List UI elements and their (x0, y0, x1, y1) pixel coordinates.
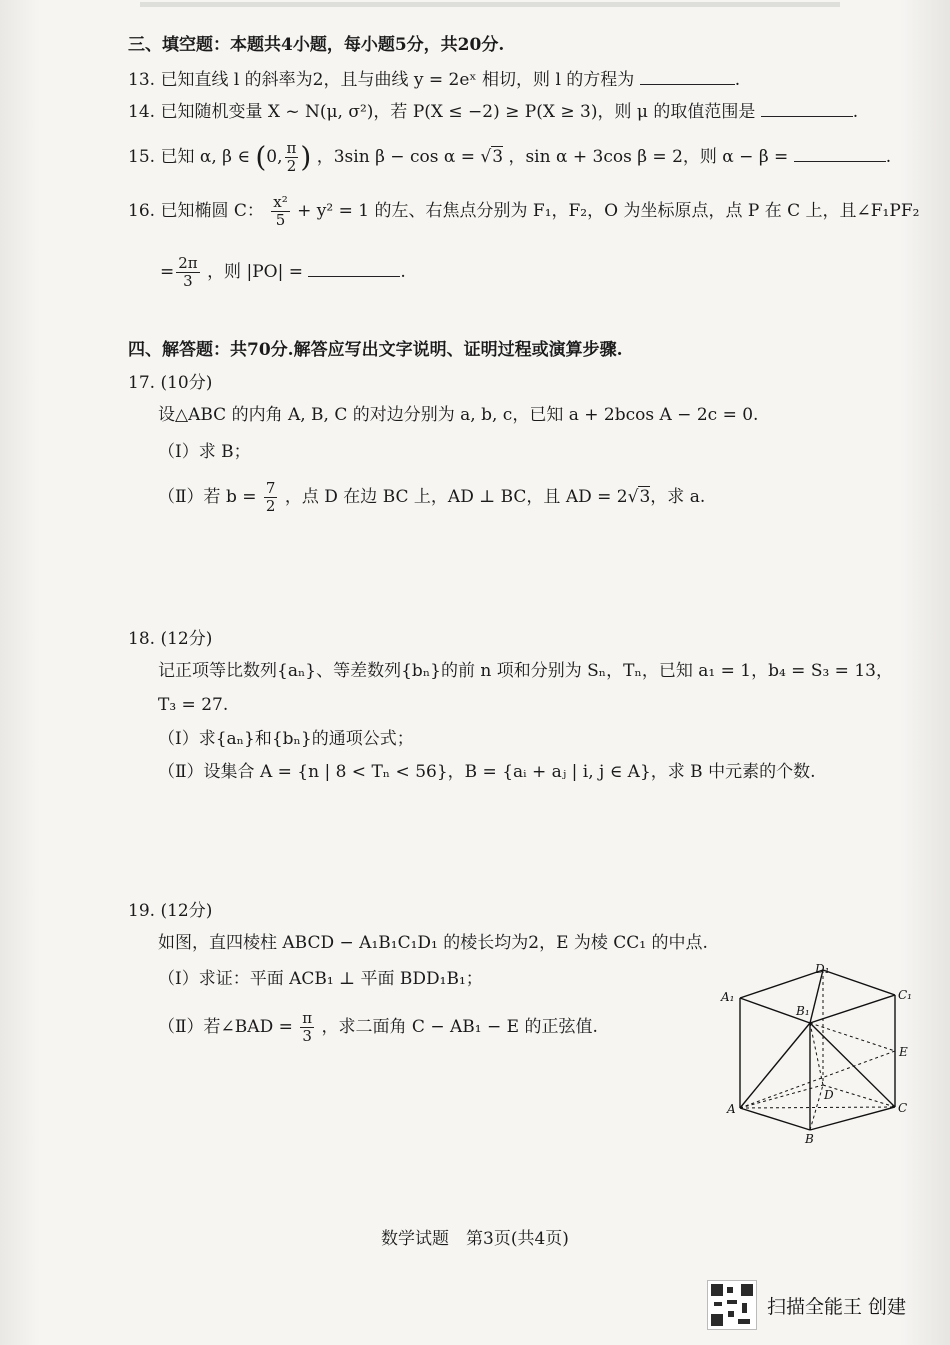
page-footer: 数学试题 第3页(共4页) (381, 1229, 569, 1249)
q15-fraction: $\frac{\pi}{2}$ (286, 139, 297, 175)
q16-answer-blank (308, 258, 400, 277)
question-15: 15. 已知 α, β ∈ (0, $\frac{\pi}{2}$ ) ，3sin β − cos α = √3 ，sin α + 3cos β = 2，则 α − β = . (128, 139, 892, 175)
label-A: A (727, 1102, 736, 1116)
q17-part2-c: ，求 a. (650, 487, 706, 507)
q13-text: 13. 已知直线 l 的斜率为2，且与曲线 y = 2eˣ 相切，则 l 的方程为 (128, 70, 635, 90)
q17-stem: 设△ABC 的内角 A, B, C 的对边分别为 a, b, c，已知 a + 2bcos A − 2c = 0. (158, 405, 759, 425)
label-E: E (899, 1045, 908, 1059)
q19-part2-b: ，求二面角 C − AB₁ − E 的正弦值. (321, 1017, 598, 1037)
watermark-text: 扫描全能王 创建 (767, 1295, 907, 1318)
q17-part1: （Ⅰ）求 B； (158, 442, 251, 462)
q15-answer-blank (794, 143, 886, 162)
q18-number: 18. (12分) (128, 629, 213, 649)
q17-sqrt: 3 (639, 487, 651, 507)
q19-stem: 如图，直四棱柱 ABCD − A₁B₁C₁D₁ 的棱长均为2，E 为棱 CC₁ 的中点. (158, 933, 708, 953)
q16-fraction-2: $\frac{2\pi}{3}$ (178, 254, 198, 290)
segment-D1-B1 (810, 970, 823, 1023)
section4-heading: 四、解答题：共70分.解答应写出文字说明、证明过程或演算步骤. (128, 340, 623, 360)
label-D1: D₁ (815, 962, 830, 976)
q14-text: 14. 已知随机变量 X ~ N(μ, σ²)，若 P(X ≤ −2) ≥ P(X ≥ 3)，则 μ 的取值范围是 (128, 102, 756, 122)
qr-code-icon (707, 1280, 757, 1330)
q17-number: 17. (10分) (128, 373, 213, 393)
q19-fraction: $\frac{\pi}{3}$ (302, 1009, 313, 1045)
q18-stem-2: T₃ = 27. (158, 695, 229, 715)
edge-A1-D1 (740, 970, 823, 998)
q15-text-b: ，3sin β − cos α = (316, 147, 475, 167)
q16-text-a: 16. 已知椭圆 C： (128, 201, 264, 221)
q19-part1: （Ⅰ）求证：平面 ACB₁ ⊥ 平面 BDD₁B₁； (158, 969, 483, 989)
segment-B-D-hidden (810, 1085, 823, 1130)
question-14: 14. 已知随机变量 X ~ N(μ, σ²)，若 P(X ≤ −2) ≥ P(X ≥ 3)，则 μ 的取值范围是 . (128, 98, 858, 124)
scanner-watermark (707, 1280, 937, 1330)
q17-part2-b: ，点 D 在边 BC 上，AD ⊥ BC，且 AD = 2 (284, 487, 628, 507)
segment-A-C-hidden (740, 1107, 895, 1108)
label-D: D (824, 1088, 834, 1102)
q15-sqrt: 3 (492, 147, 504, 167)
label-C: C (898, 1101, 908, 1115)
label-B1: B₁ (796, 1004, 810, 1018)
q14-answer-blank (761, 98, 853, 117)
question-13: 13. 已知直线 l 的斜率为2，且与曲线 y = 2eˣ 相切，则 l 的方程为 . (128, 66, 740, 92)
edge-D1-C1 (823, 970, 895, 995)
section3-heading: 三、填空题：本题共4小题，每小题5分，共20分. (128, 35, 505, 55)
q16-text-b: + y² = 1 的左、右焦点分别为 F₁，F₂，O 为坐标原点，点 P 在 C 上，且∠F₁PF₂ (297, 201, 920, 221)
q18-stem-1: 记正项等比数列{aₙ}、等差数列{bₙ}的前 n 项和分别为 Sₙ，Tₙ，已知 a₁ = 1，b₄ = S₃ = 13， (158, 661, 893, 681)
question-16-cont: = $\frac{2\pi}{3}$ ，则 |PO| = . (160, 254, 406, 290)
q16-fraction: $\frac{\text{x²}}{5}$ (273, 193, 288, 229)
prism-figure (715, 955, 915, 1145)
question-16 (128, 194, 919, 229)
segment-B1-D-hidden (810, 1023, 823, 1085)
label-C1: C₁ (898, 988, 912, 1002)
q15-text-a: 15. 已知 α, β ∈ (128, 147, 250, 167)
q18-part2: （Ⅱ）设集合 A = {n | 8 < Tₙ < 56}，B = {aᵢ + aⱼ | i, j ∈ A}，求 B 中元素的个数. (158, 762, 816, 782)
edge-A-B (740, 1108, 810, 1130)
label-A1: A₁ (721, 990, 735, 1004)
q16-eq: = (160, 262, 175, 282)
q13-answer-blank (640, 66, 735, 85)
q15-text-c: ，sin α + 3cos β = 2，则 α − β = (508, 147, 789, 167)
top-edge-line (140, 2, 840, 7)
q19-part2-a: （Ⅱ）若∠BAD = (158, 1017, 293, 1037)
label-B: B (805, 1132, 814, 1145)
q19-part2 (158, 1010, 598, 1045)
q19-number: 19. (12分) (128, 901, 213, 921)
edge-B-C (810, 1107, 895, 1130)
q18-part1: （Ⅰ）求{aₙ}和{bₙ}的通项公式； (158, 729, 414, 749)
q15-interval: 0, (266, 147, 283, 167)
q16-text-c: ，则 |PO| = (207, 262, 303, 282)
q17-part2: （Ⅱ）若 b = $\frac{7}{2}$ ，点 D 在边 BC 上，AD ⊥ BC，且 AD = 2√3，求 a. (158, 479, 706, 515)
q17-part2-a: （Ⅱ）若 b = (158, 487, 257, 507)
q17-fraction: $\frac{7}{2}$ (265, 479, 276, 515)
